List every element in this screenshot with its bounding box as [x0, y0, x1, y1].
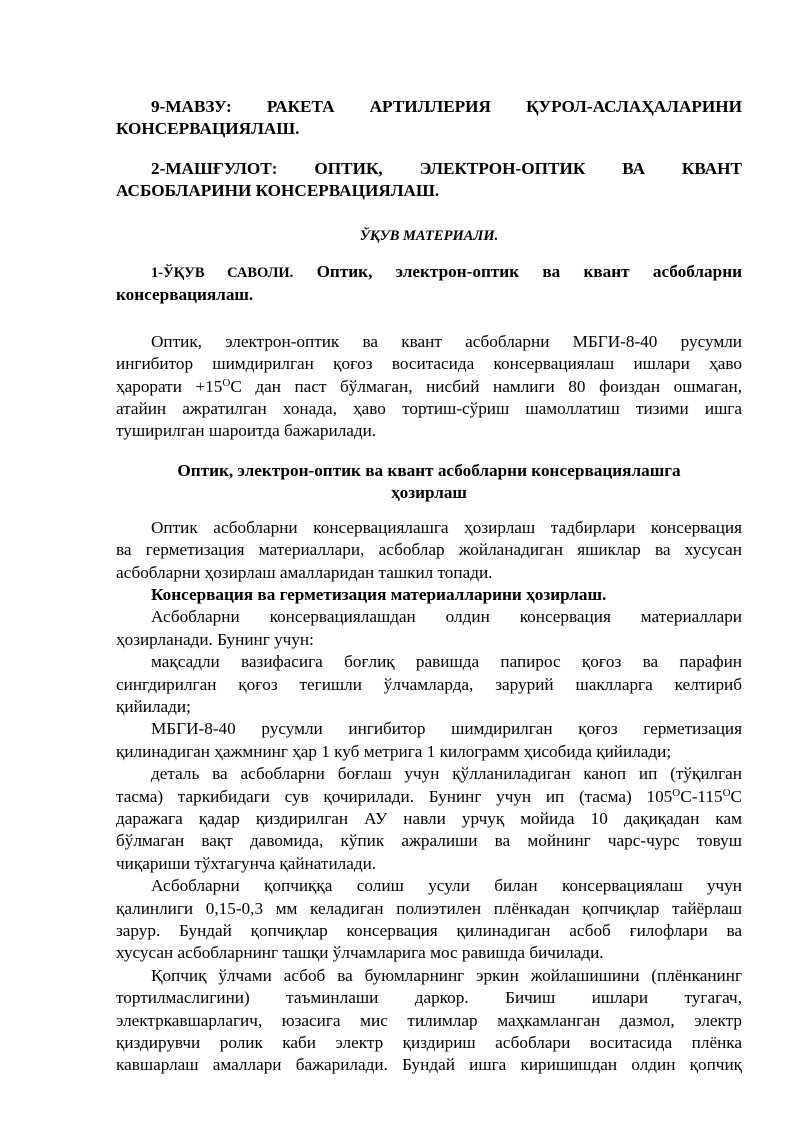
- section-heading-line: Оптик, электрон-оптик ва квант асбобларни консервациялашга: [177, 460, 681, 480]
- question-number: 1-ЎҚУВ САВОЛИ.: [151, 265, 294, 282]
- topic-title-line: 9-МАВЗУ: РАКЕТА АРТИЛЛЕРИЯ ҚУРОЛ-АСЛАҲАЛАРИНИ: [151, 97, 742, 116]
- question-text: Оптик, электрон-оптик ва квант асбобларни: [316, 262, 743, 282]
- topic-title: [116, 96, 742, 141]
- text-line: мақсадли вазифасига боғлиқ равишда папирос қоғоз ва парафин: [151, 652, 742, 672]
- document-page: [116, 96, 742, 1077]
- text-line: Оптик асбобларни консервациялашга ҳозирлаш тадбирлари консервация: [151, 517, 742, 537]
- section-heading: [116, 460, 742, 505]
- text-line: атайин ажратилган хонада, ҳаво тортиш-сўриш шамоллатиш тизими ишга: [116, 399, 742, 419]
- superscript: О: [672, 786, 681, 799]
- text-line: асбобларни ҳозирлаш амалларидан ташкил топади.: [116, 562, 493, 582]
- text-line: қийилади;: [116, 696, 191, 716]
- text-line: хусусан асбобларнинг ташқи ўлчамларига мос равишда бичилади.: [116, 943, 604, 963]
- study-question-line: консервациялаш.: [116, 285, 254, 305]
- paragraph-3: [116, 606, 742, 651]
- lesson-title: [116, 158, 742, 203]
- paragraph-2: [116, 517, 742, 584]
- text-fragment: С-115: [680, 786, 723, 806]
- text-line: Қопчиқ ўлчами асбоб ва буюмларнинг эркин жойлашишини (плёнканинг: [151, 965, 742, 985]
- text-fragment: ҳарорати +15: [116, 376, 223, 396]
- text-line: [116, 376, 742, 398]
- lesson-title-line: 2-МАШҒУЛОТ: ОПТИК, ЭЛЕКТРОН-ОПТИК ВА КВАНТ: [151, 158, 742, 178]
- lesson-title-line: АСБОБЛАРИНИ КОНСЕРВАЦИЯЛАШ.: [116, 181, 440, 201]
- text-fragment: С: [730, 786, 742, 806]
- study-question: [116, 261, 742, 307]
- text-line: қиздирувчи ролик каби электр қиздириш асбоблари воситасида плёнка: [116, 1033, 742, 1053]
- text-line: ва герметизация материаллари, асбоблар жойланадиган яшиклар ва хусусан: [116, 540, 742, 560]
- text-line: бўлмаган вақт давомида, кўпик ажралиши ва мойнинг чарс-чурс товуш: [116, 831, 742, 851]
- paragraph-6: [116, 763, 742, 875]
- paragraph-4: [116, 651, 742, 718]
- text-line: ҳозирланади. Бунинг учун:: [116, 629, 314, 649]
- superscript: О: [222, 376, 231, 389]
- text-line: ингибитор шимдирилган қоғоз воситасида консервациялаш ишлари ҳаво: [116, 354, 742, 374]
- paragraph-1: [116, 331, 742, 443]
- paragraph-7: [116, 875, 742, 965]
- text-line: Асбобларни консервациялашдан олдин консервация материаллари: [151, 607, 742, 627]
- text-line: қилинадиган ҳажмнинг ҳар 1 куб метрига 1 килограмм ҳисобида қийилади;: [116, 741, 672, 761]
- text-line: кавшарлаш амаллари бажарилади. Бундай ишга киришишдан олдин қопчиқ: [116, 1055, 742, 1075]
- section-heading-line: ҳозирлаш: [391, 483, 467, 503]
- text-line: Оптик, электрон-оптик ва квант асбобларни МБГИ-8-40 русумли: [151, 331, 742, 351]
- text-line: МБГИ-8-40 русумли ингибитор шимдирилган қоғоз герметизация: [151, 719, 742, 739]
- study-question-line: [116, 261, 742, 284]
- text-line: даражага қадар қиздирилган АУ навли урчуқ мойида 10 дақиқадан кам: [116, 808, 742, 828]
- text-line: Асбобларни қопчиққа солиш усули билан консервациялаш учун: [151, 876, 742, 896]
- text-line: деталь ва асбобларни боғлаш учун қўлланиладиган каноп ип (тўқилган: [151, 764, 742, 784]
- study-material-heading: ЎҚУВ МАТЕРИАЛИ.: [359, 227, 499, 244]
- topic-title-line: КОНСЕРВАЦИЯЛАШ.: [116, 119, 300, 139]
- text-fragment: С дан паст бўлмаган, нисбий намлиги 80 фоиздан ошмаган,: [230, 376, 743, 396]
- text-line: қалинлиги 0,15-0,3 мм келадиган полиэтилен плёнкадан қопчиқлар тайёрлаш: [116, 898, 742, 918]
- text-fragment: тасма) таркибидаги сув қочирилади. Бунинг учун ип (тасма) 105: [116, 786, 673, 806]
- text-line: зарур. Бундай қопчиқлар консервация қилинадиган асбоб ғилофлари ва: [116, 921, 742, 940]
- text-line: тортилмаслигини) таъминлаши даркор. Бичиш ишлари тугагач,: [116, 988, 742, 1008]
- text-line: чиқариши тўхтагунча қайнатилади.: [116, 853, 377, 873]
- paragraph-8: [116, 965, 742, 1077]
- text-line: сингдирилган қоғоз тегишли ўлчамларда, зарурий шаклларга келтириб: [116, 674, 742, 694]
- text-line: туширилган шароитда бажарилади.: [116, 421, 377, 441]
- text-line: [116, 786, 742, 808]
- superscript: О: [722, 786, 731, 799]
- paragraph-5: [116, 718, 742, 763]
- text-line: электркавшарлагич, юзасига мис тилимлар маҳкамланган дазмол, электр: [116, 1010, 742, 1030]
- subheading: Консервация ва герметизация материалларини ҳозирлаш.: [151, 584, 607, 604]
